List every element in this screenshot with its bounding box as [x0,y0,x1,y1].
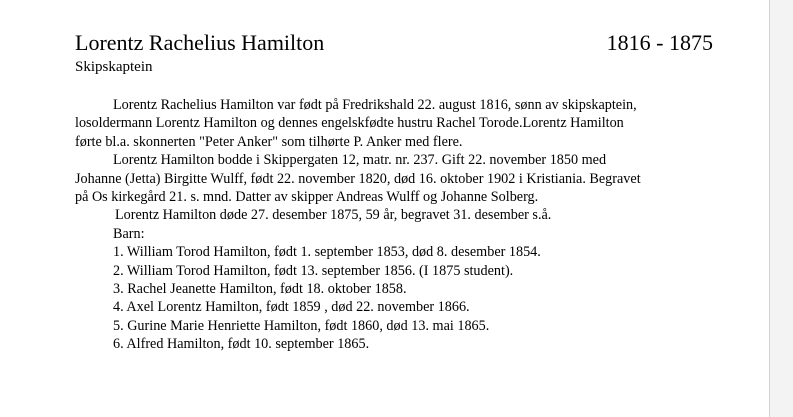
child-list-item: 5. Gurine Marie Henriette Hamilton, født 1860, død 13. mai 1865. [113,317,490,334]
person-name-heading: Lorentz Rachelius Hamilton [75,30,325,55]
window-gutter [770,0,793,417]
occupation-subtitle: Skipskaptein [75,59,153,75]
body-line: Johanne (Jetta) Birgitte Wulff, født 22. november 1820, død 16. oktober 1902 i Kristiania. Begravet [75,170,641,187]
child-list-item: 4. Axel Lorentz Hamilton, født 1859 , død 22. november 1866. [113,299,470,316]
child-list-item: 6. Alfred Hamilton, født 10. september 1865. [113,336,370,353]
child-list-item: 1. William Torod Hamilton, født 1. september 1853, død 8. desember 1854. [113,244,541,261]
body-line: Lorentz Hamilton døde 27. desember 1875, 59 år, begravet 31. desember s.å. [115,207,552,224]
child-list-item: 3. Rachel Jeanette Hamilton, født 18. oktober 1858. [113,280,407,297]
title-row [75,29,715,57]
child-list-item: 2. William Torod Hamilton, født 13. september 1856. (I 1875 student). [113,262,514,279]
body-line: Lorentz Hamilton bodde i Skippergaten 12, matr. nr. 237. Gift 22. november 1850 med [113,152,607,169]
body-line: losoldermann Lorentz Hamilton og dennes engelskfødte hustru Rachel Torode.Lorentz Hamilton [75,115,624,132]
children-heading: Barn: [113,225,145,242]
body-line: på Os kirkegård 21. s. mnd. Datter av skipper Andreas Wulff og Johanne Solberg. [75,188,539,205]
body-line: Lorentz Rachelius Hamilton var født på Fredrikshald 22. august 1816, sønn av skipskaptein, [113,97,637,113]
lifespan-years: 1816 - 1875 [606,30,713,55]
biography-body [75,96,715,353]
body-line: førte bl.a. skonnerten "Peter Anker" som tilhørte P. Anker med flere. [75,133,463,150]
